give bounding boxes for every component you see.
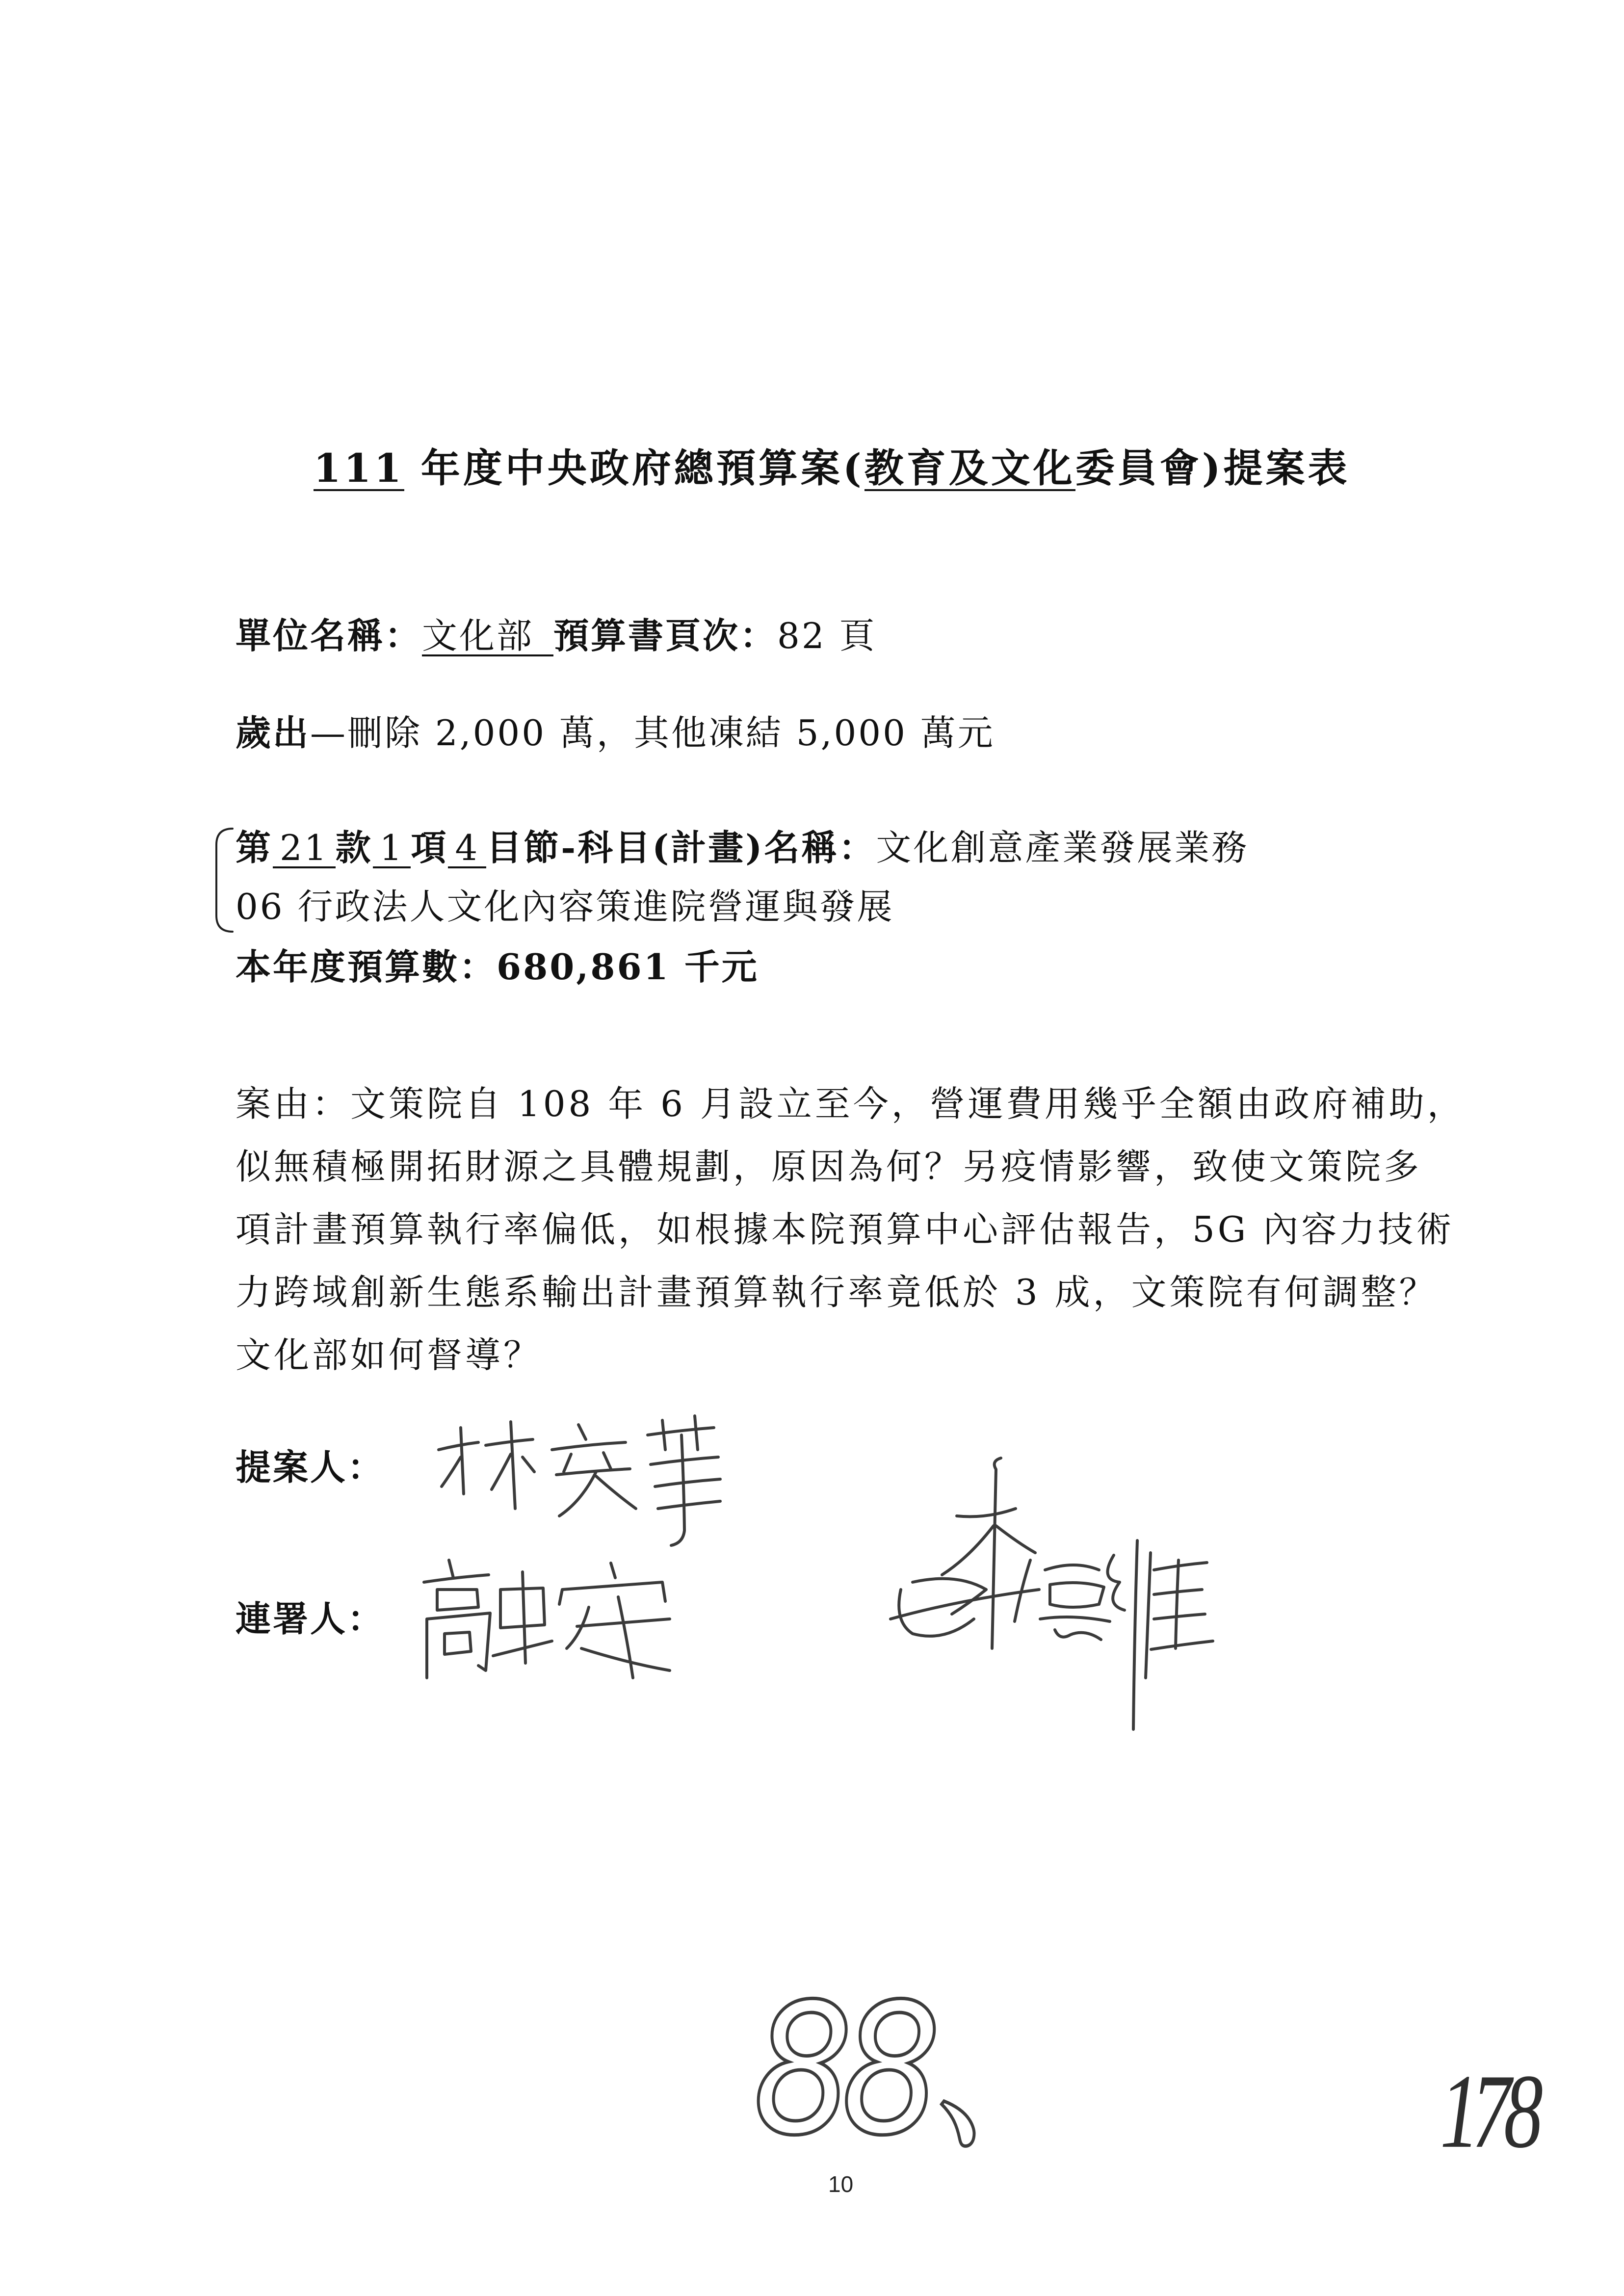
item-mu-label: 目節-科目(計畫)名稱：	[486, 827, 876, 868]
expenditure-detail: —刪除 2,000 萬，其他凍結 5,000 萬元	[310, 712, 995, 754]
item-kuan-number: 21	[273, 827, 336, 868]
reason-line-1: 案由：文策院自 108 年 6 月設立至今，營運費用幾乎全額由政府補助，	[236, 1083, 1466, 1124]
page-number: 10	[828, 2171, 854, 2197]
item-prefix: 第	[236, 827, 273, 868]
signature-stroke	[1015, 1560, 1110, 1640]
title-committee: 教育及文化	[864, 445, 1075, 491]
signature-stroke	[439, 1422, 534, 1509]
title-text-before-committee: 年度中央政府總預算案(	[404, 445, 864, 491]
form-title	[314, 444, 1350, 493]
item-bracket	[216, 829, 233, 932]
item-mu-number: 4	[448, 827, 486, 868]
signature-stroke	[424, 1560, 490, 1678]
item-name-line-2: 06 行政法人文化內容策進院營運與發展	[236, 886, 894, 927]
signature-stroke	[493, 1572, 552, 1663]
reason-line-5: 文化部如何督導？	[236, 1334, 542, 1376]
signature-stroke	[648, 1416, 720, 1545]
budget-item-line-2	[236, 885, 894, 929]
signature-stroke	[552, 1425, 636, 1516]
handwritten-item-number: 88、	[753, 1965, 1075, 2175]
handwritten-sheet-number: 178	[1440, 2052, 1536, 2170]
budget-book-page-value: 82 頁	[777, 615, 877, 656]
annual-budget-line	[236, 945, 759, 989]
cosigner-signature-left	[424, 1560, 670, 1678]
cosigner-label: 連署人：	[236, 1598, 385, 1640]
budget-item-line-1	[236, 826, 1249, 870]
reason-line-4: 力跨域創新生態系輸出計畫預算執行率竟低於 3 成，文策院有何調整？	[236, 1272, 1438, 1313]
proposer-label: 提案人：	[236, 1446, 385, 1488]
signature-stroke	[559, 1563, 670, 1678]
budget-book-page-label: 預算書頁次：	[553, 615, 778, 656]
item-kuan-label: 款	[335, 827, 373, 868]
reason-line-3: 項計畫預算執行率偏低，如根據本院預算中心評估報告，5G 內容力技術	[236, 1209, 1455, 1250]
expenditure-label: 歲出	[236, 712, 311, 754]
unit-name: 文化部	[422, 615, 553, 656]
proposer-signature	[439, 1416, 720, 1545]
expenditure-line	[236, 711, 995, 755]
annual-budget-label: 本年度預算數：	[236, 946, 497, 988]
reason-line-2: 似無積極開拓財源之具體規劃，原因為何？另疫情影響，致使文策院多	[236, 1146, 1422, 1187]
unit-label: 單位名稱：	[236, 615, 422, 656]
item-xiang-number: 1	[373, 827, 411, 868]
item-xiang-label: 項	[411, 827, 448, 868]
unit-line	[236, 614, 877, 658]
item-name-line-1: 文化創意產業發展業務	[876, 827, 1249, 868]
annual-budget-value: 680,861 千元	[497, 946, 759, 988]
signature-stroke	[891, 1458, 1039, 1648]
title-year: 111	[314, 445, 404, 491]
signature-stroke	[1108, 1540, 1213, 1729]
title-text-after-committee: 委員會)提案表	[1075, 445, 1350, 491]
cosigner-signature-right	[891, 1458, 1213, 1729]
